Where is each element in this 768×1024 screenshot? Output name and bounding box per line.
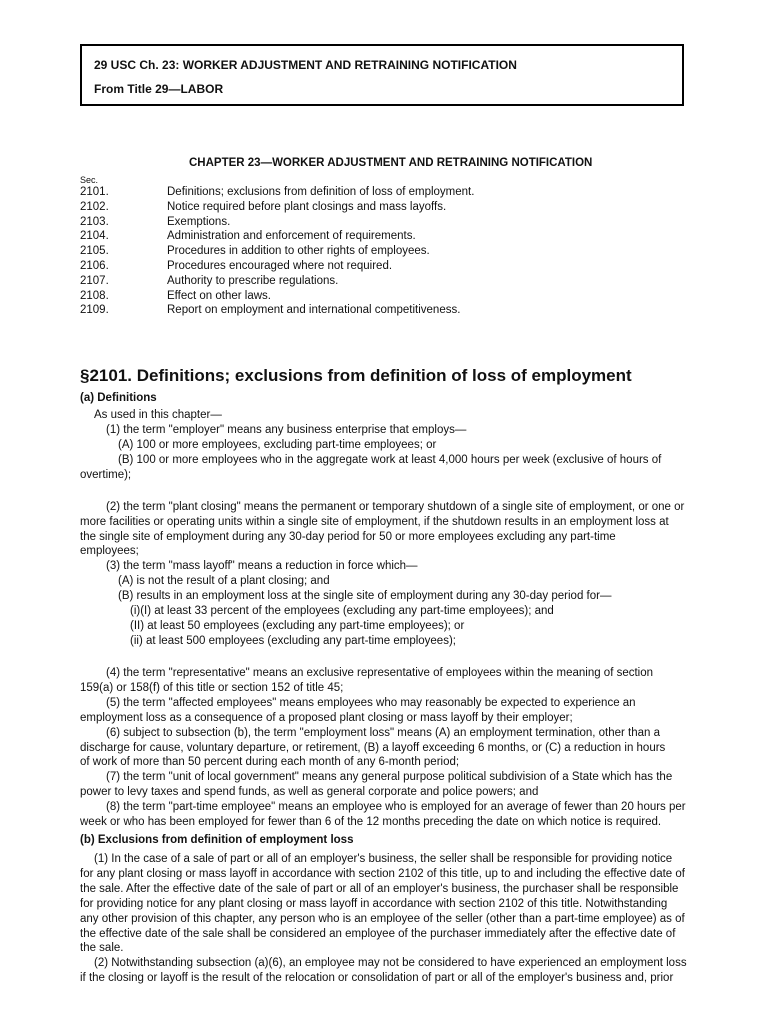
body-line: (4) the term "representative" means an exclusive representative of employees within the meaning of section: [106, 667, 654, 679]
toc-number: 2109.: [80, 304, 109, 317]
section-heading: §2101. Definitions; exclusions from definition of loss of employment: [80, 366, 632, 385]
header-box: [80, 44, 684, 106]
body-line: employees;: [80, 545, 139, 557]
body-line: the sale.: [80, 942, 124, 954]
toc-number: 2107.: [80, 274, 109, 287]
subsection-heading-a: (a) Definitions: [80, 392, 157, 404]
body-line: employment loss as a consequence of a proposed plant closing or mass layoff by their employer;: [80, 712, 573, 724]
body-line: (6) subject to subsection (b), the term "employment loss" means (A) an employment termination, other than a: [106, 727, 661, 739]
body-line: overtime);: [80, 469, 132, 481]
body-line: (2) the term "plant closing" means the permanent or temporary shutdown of a single site of employment, or one or: [106, 501, 685, 513]
body-line: the effective date of the sale shall be considered an employee of the purchaser immediately after the effective date of: [80, 928, 676, 940]
toc-title: Report on employment and international competitiveness.: [167, 304, 461, 317]
header-subtitle: From Title 29—LABOR: [94, 82, 224, 96]
toc-item: [80, 229, 700, 244]
chapter-title: CHAPTER 23—WORKER ADJUSTMENT AND RETRAINING NOTIFICATION: [189, 157, 593, 169]
toc-item: [80, 303, 700, 318]
toc-item: [80, 185, 700, 200]
body-line: more facilities or operating units within a single site of employment, if the shutdown results in an employment loss at: [80, 516, 669, 528]
body-line: the sale. After the effective date of the sale of part or all of an employer's business, the purchaser shall be responsible: [80, 883, 679, 895]
body-line: (8) the term "part-time employee" means an employee who is employed for an average of fewer than 20 hours per: [106, 801, 686, 813]
body-line: the single site of employment during any 30-day period for 50 or more employees excluding any part-time: [80, 531, 616, 543]
subsection-heading-b: (b) Exclusions from definition of employment loss: [80, 834, 354, 846]
body-line: if the closing or layoff is the result of the relocation or consolidation of part or all of the employer's business and, prior: [80, 972, 674, 984]
body-line: (1) the term "employer" means any business enterprise that employs—: [106, 424, 467, 436]
body-line: (II) at least 50 employees (excluding any part-time employees); or: [130, 620, 465, 632]
toc-item: [80, 259, 700, 274]
body-line: 159(a) or 158(f) of this title or section 152 of title 45;: [80, 682, 344, 694]
toc-item: [80, 244, 700, 259]
toc-item: [80, 215, 700, 230]
toc-title: Definitions; exclusions from definition of loss of employment.: [167, 186, 475, 198]
table-of-contents: [80, 185, 700, 318]
toc-title: Exemptions.: [167, 215, 231, 228]
toc-title: Procedures in addition to other rights of employees.: [167, 245, 430, 258]
toc-title: Notice required before plant closings and mass layoffs.: [167, 200, 447, 213]
toc-number: 2101.: [80, 186, 109, 198]
toc-item: [80, 289, 700, 304]
body-line: As used in this chapter—: [94, 409, 222, 421]
body-line: (2) Notwithstanding subsection (a)(6), an employee may not be considered to have experienced an employment loss: [94, 957, 687, 969]
toc-title: Authority to prescribe regulations.: [167, 274, 339, 287]
body-line: (A) is not the result of a plant closing; and: [118, 575, 330, 587]
body-line: (7) the term "unit of local government" means any general purpose political subdivision of a State which has the: [106, 771, 673, 783]
toc-item: [80, 274, 700, 289]
toc-number: 2104.: [80, 230, 109, 243]
body-line: for any plant closing or mass layoff in accordance with section 2102 of this title, up to and including the effective date of: [80, 868, 685, 880]
toc-title: Effect on other laws.: [167, 289, 271, 302]
body-line: (B) results in an employment loss at the single site of employment during any 30-day period for—: [118, 590, 612, 602]
toc-number: 2106.: [80, 259, 109, 272]
body-line: (ii) at least 500 employees (excluding any part-time employees);: [130, 635, 456, 647]
body-line: (i)(I) at least 33 percent of the employees (excluding any part-time employees); and: [130, 605, 554, 617]
body-line: (3) the term "mass layoff" means a reduction in force which—: [106, 560, 418, 572]
body-line: of work of more than 50 percent during each month of any 6-month period;: [80, 756, 460, 768]
body-line: (1) In the case of a sale of part or all of an employer's business, the seller shall be responsible for providing notice: [94, 853, 673, 865]
body-line: power to levy taxes and spend funds, as well as general corporate and police powers; and: [80, 786, 539, 798]
body-line: for providing notice for any plant closing or mass layoff in accordance with section 2102 of this title. Notwithstanding: [80, 898, 668, 910]
body-line: any other provision of this chapter, any person who is an employee of the seller (other than a part-time employee) as of: [80, 913, 685, 925]
toc-title: Procedures encouraged where not required.: [167, 259, 393, 272]
body-line: week or who has been employed for fewer than 6 of the 12 months preceding the date on which notice is required.: [80, 816, 662, 828]
body-line: (B) 100 or more employees who in the aggregate work at least 4,000 hours per week (exclusive of hours of: [118, 454, 662, 466]
body-line: (A) 100 or more employees, excluding part-time employees; or: [118, 439, 437, 451]
toc-number: 2108.: [80, 289, 109, 302]
toc-number: 2105.: [80, 245, 109, 258]
toc-title: Administration and enforcement of requirements.: [167, 230, 416, 243]
toc-number: 2102.: [80, 200, 109, 213]
toc-number: 2103.: [80, 215, 109, 228]
body-line: (5) the term "affected employees" means employees who may reasonably be expected to experience an: [106, 697, 636, 709]
body-line: discharge for cause, voluntary departure, or retirement, (B) a layoff exceeding 6 months, or (C) a reduction in hours: [80, 742, 666, 754]
sec-label: Sec.: [80, 175, 99, 185]
header-title: 29 USC Ch. 23: WORKER ADJUSTMENT AND RETRAINING NOTIFICATION: [94, 58, 517, 72]
toc-item: [80, 200, 700, 215]
